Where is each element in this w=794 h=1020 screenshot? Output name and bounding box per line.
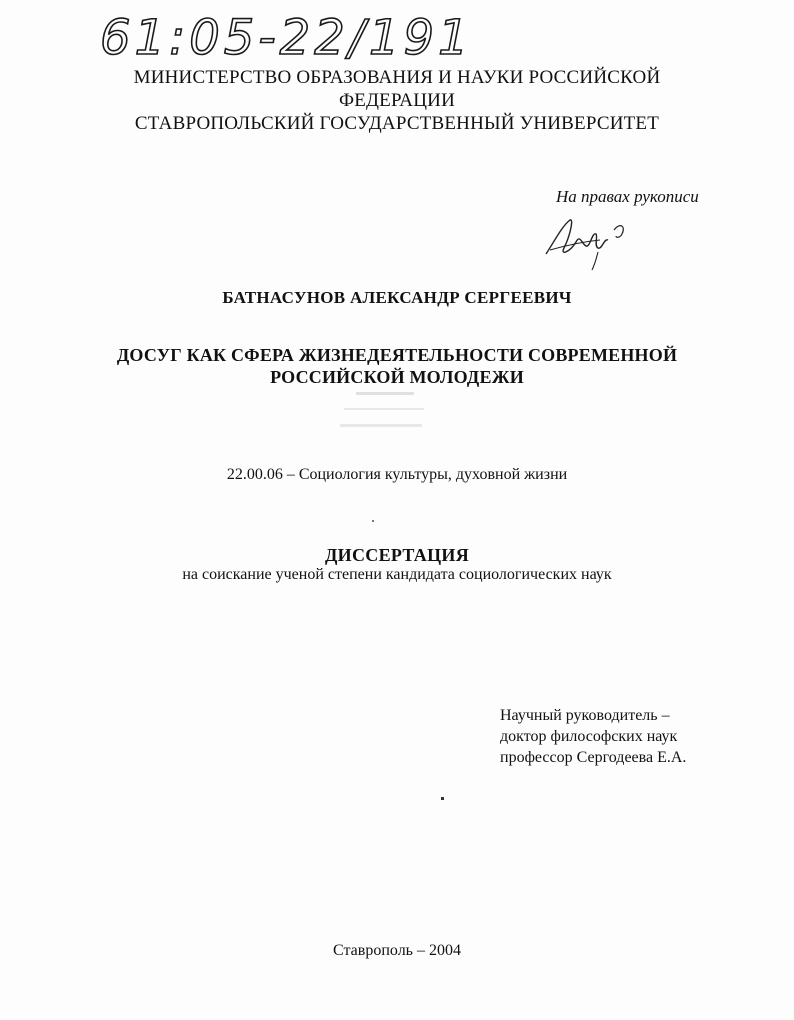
scan-artifact bbox=[441, 797, 444, 800]
handwritten-catalog-number-text: 61:05-22/191 bbox=[100, 10, 473, 66]
city-and-year: Ставрополь – 2004 bbox=[333, 942, 461, 959]
handwritten-catalog-number bbox=[100, 6, 520, 66]
scan-artifact bbox=[340, 424, 422, 427]
supervisor-line-1: Научный руководитель – bbox=[500, 707, 670, 724]
title-line-2: РОССИЙСКОЙ МОЛОДЕЖИ bbox=[270, 367, 524, 387]
ministry-line-1: МИНИСТЕРСТВО ОБРАЗОВАНИЯ И НАУКИ РОССИЙСКОЙ bbox=[133, 67, 661, 88]
degree-statement: на соискание ученой степени кандидата социологических наук bbox=[182, 566, 612, 583]
ministry-line-2: ФЕДЕРАЦИИ bbox=[338, 90, 455, 111]
scientific-supervisor bbox=[500, 705, 686, 768]
university-name: СТАВРОПОЛЬСКИЙ ГОСУДАРСТВЕННЫЙ УНИВЕРСИТЕТ bbox=[134, 113, 660, 134]
scan-artifact bbox=[356, 392, 414, 395]
scan-artifact bbox=[372, 520, 374, 522]
specialty-code: 22.00.06 – Социология культуры, духовной жизни bbox=[226, 466, 568, 483]
dissertation-label: ДИССЕРТАЦИЯ bbox=[324, 545, 469, 565]
supervisor-line-2: доктор философских наук bbox=[500, 728, 678, 745]
title-line-1: ДОСУГ КАК СФЕРА ЖИЗНЕДЕЯТЕЛЬНОСТИ СОВРЕМЕННОЙ bbox=[116, 345, 678, 365]
supervisor-line-3: профессор Сергодеева Е.А. bbox=[500, 749, 687, 766]
scan-artifact bbox=[344, 408, 424, 410]
handwritten-signature bbox=[540, 212, 630, 272]
manuscript-rights-note: На правах рукописи bbox=[556, 187, 699, 206]
dissertation-title bbox=[0, 344, 794, 388]
author-name: БАТНАСУНОВ АЛЕКСАНДР СЕРГЕЕВИЧ bbox=[222, 288, 572, 307]
ministry-header bbox=[0, 66, 794, 135]
